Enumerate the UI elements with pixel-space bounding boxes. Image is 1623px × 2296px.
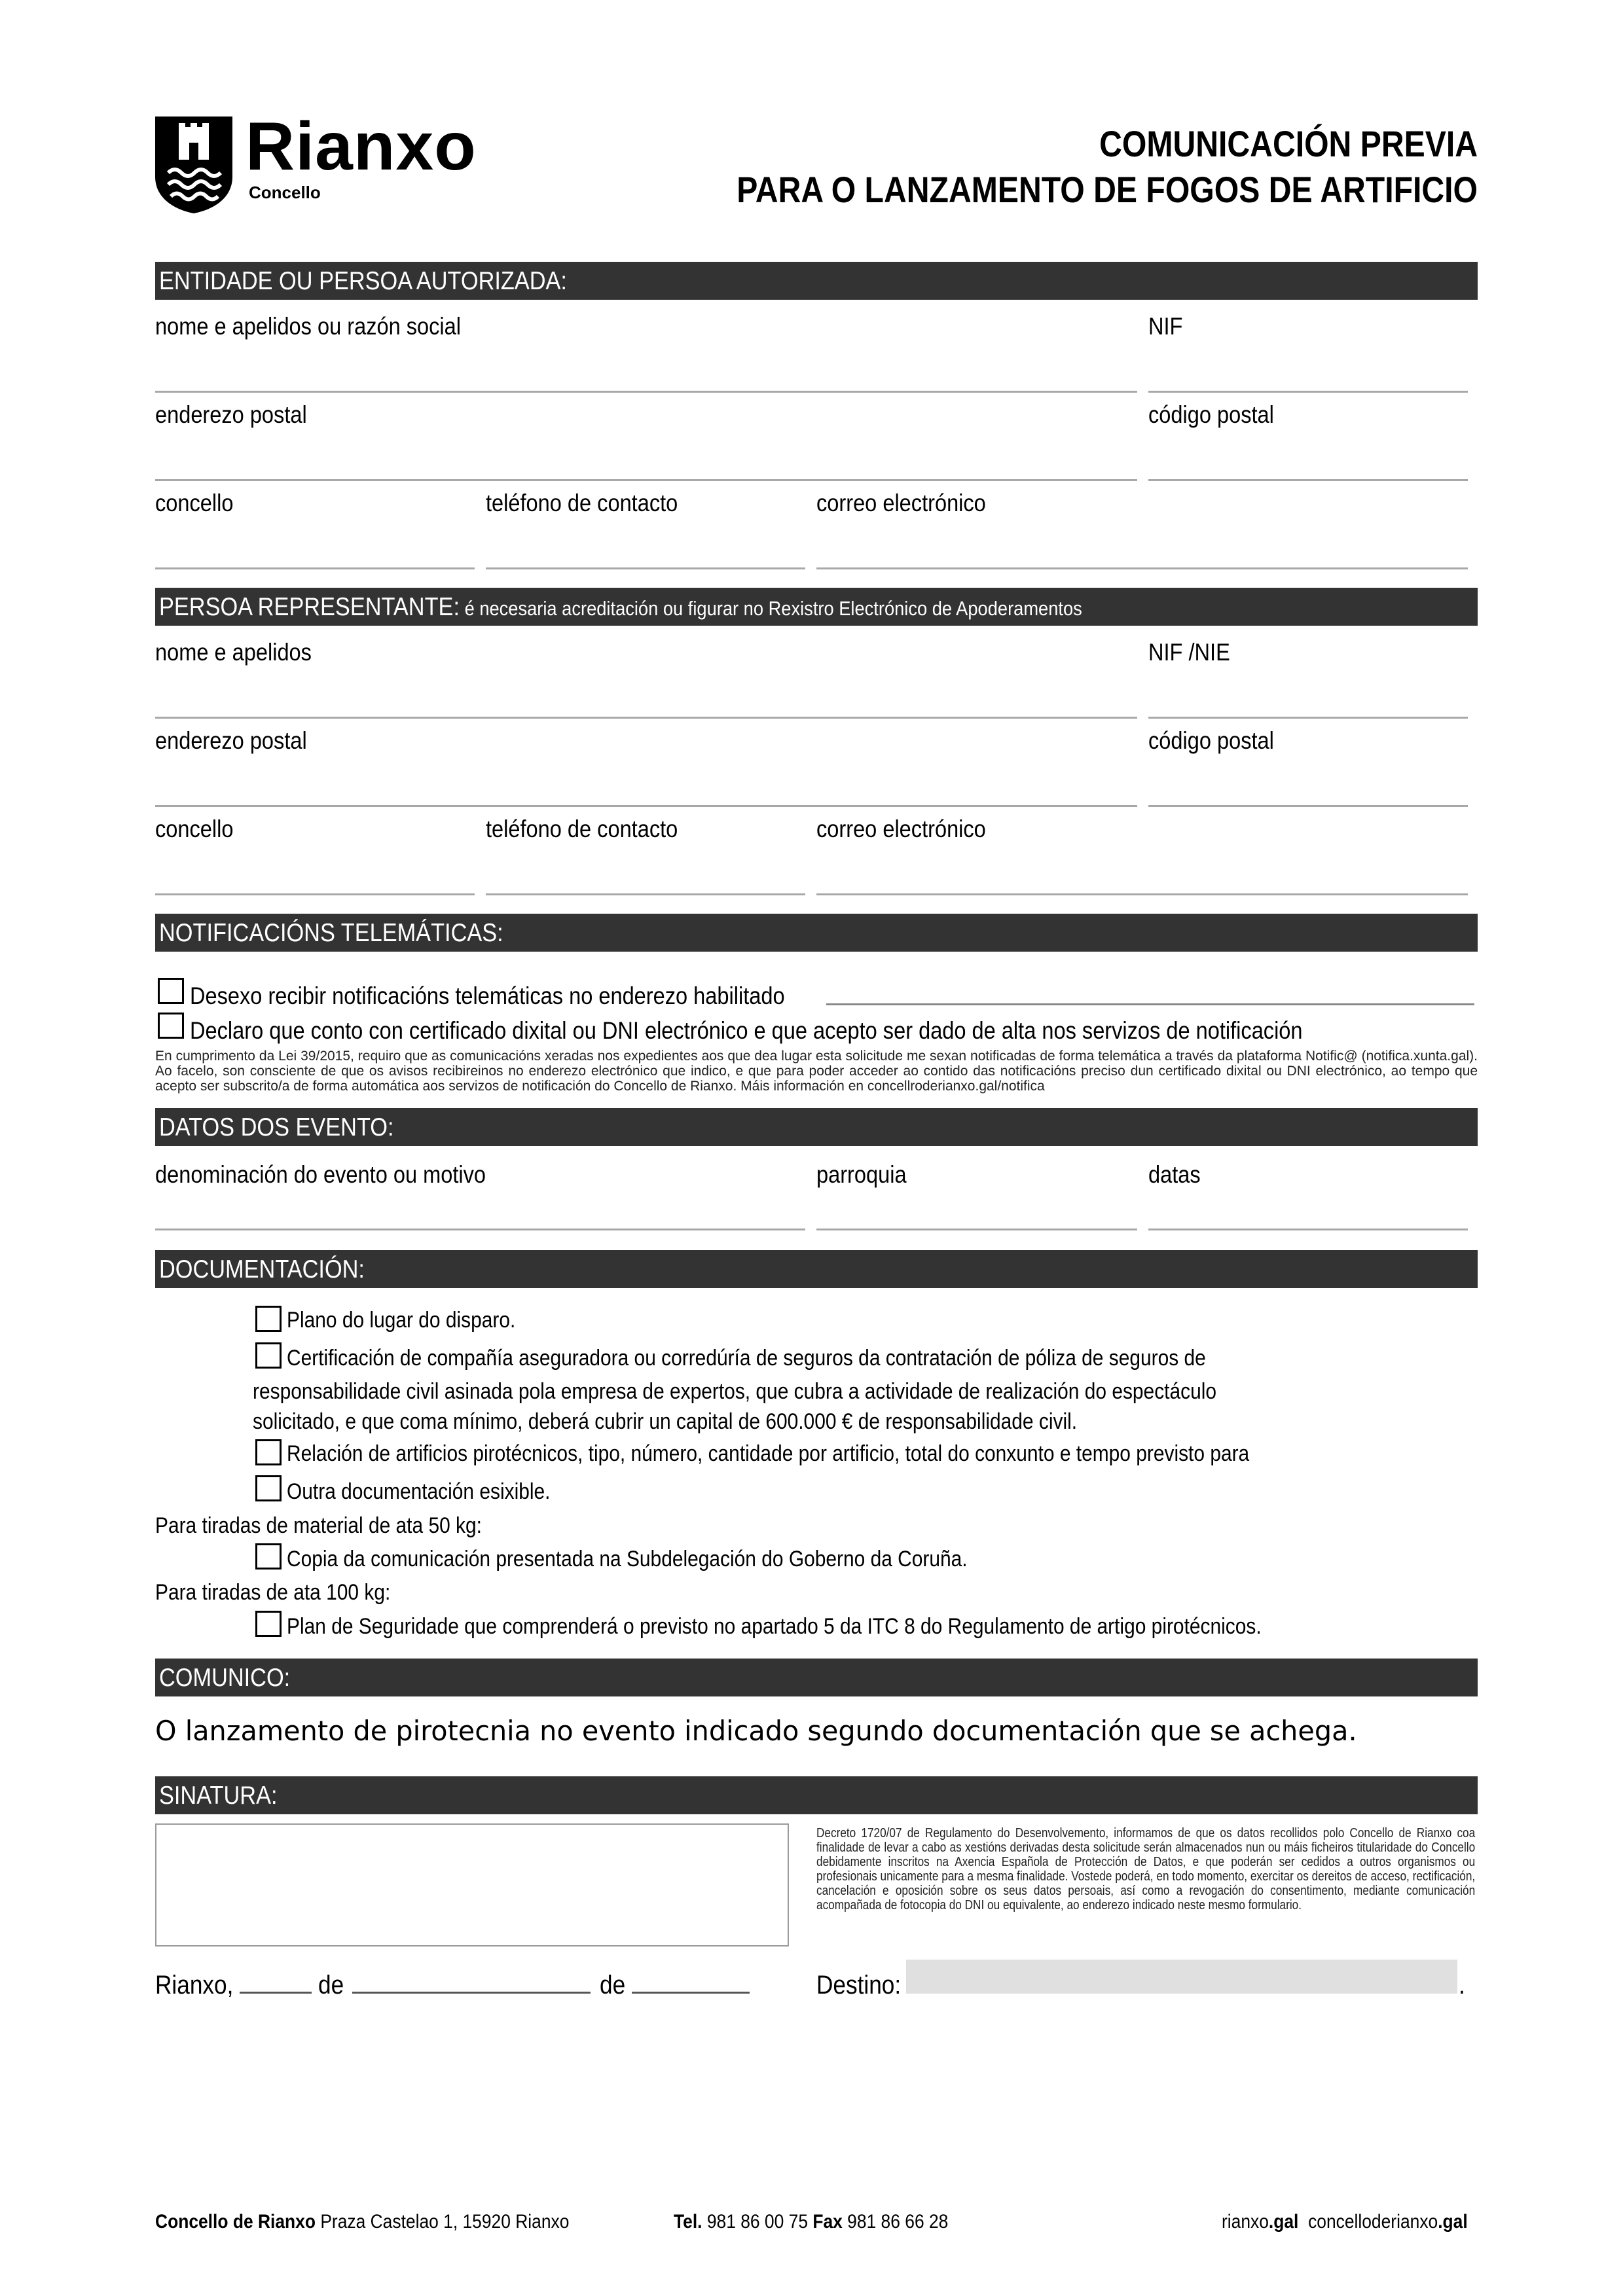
label-notificacions-option1: Desexo recibir notificacións telemáticas no enderezo habilitado (190, 982, 785, 1009)
label-representante-cp: código postal (1148, 727, 1274, 754)
label-entidade-nif: NIF (1148, 313, 1183, 340)
input-representante-enderezo[interactable] (155, 805, 1137, 807)
destino-end: . (1459, 1971, 1465, 2000)
label-evento-datas: datas (1148, 1161, 1201, 1188)
label-date-place: Rianxo, (155, 1971, 234, 2000)
input-representante-telefono[interactable] (486, 893, 805, 895)
section-header-comunico: COMUNICO: (155, 1659, 1478, 1696)
section-header-documentacion: DOCUMENTACIÓN: (155, 1250, 1478, 1288)
logo (155, 109, 522, 215)
footer-contact: Tel. 981 86 00 75 Fax 981 86 66 28 (674, 2211, 949, 2233)
castle-shield-icon (155, 117, 232, 213)
logo-name: Rianxo (246, 109, 477, 185)
input-notificacions-enderezo[interactable] (826, 1003, 1474, 1005)
page-title-line2: PARA O LANZAMENTO DE FOGOS DE ARTIFICIO (737, 169, 1478, 210)
select-destino[interactable] (906, 1960, 1457, 1994)
label-doc-outra: Outra documentación esixible. (287, 1479, 551, 1504)
input-evento-parroquia[interactable] (816, 1229, 1137, 1230)
label-destino: Destino: (816, 1971, 902, 2000)
label-representante-enderezo: enderezo postal (155, 727, 307, 754)
input-evento-datas[interactable] (1148, 1229, 1468, 1230)
input-representante-nif[interactable] (1148, 717, 1468, 719)
page-title-line1: COMUNICACIÓN PREVIA (1099, 123, 1478, 164)
input-entidade-nome[interactable] (155, 391, 1137, 393)
comunico-text: O lanzamento de pirotecnia no evento indicado segundo documentación que se achega. (155, 1715, 1357, 1747)
label-entidade-concello: concello (155, 490, 234, 516)
input-entidade-correo[interactable] (816, 567, 1468, 569)
label-doc-seguro-line3: solicitado, e que coma mínimo, deberá cubrir un capital de 600.000 € de responsabilidade civil. (253, 1409, 1078, 1434)
checkbox-notificacions-enderezo[interactable] (158, 978, 184, 1004)
footer-address: Concello de Rianxo Praza Castelao 1, 15920 Rianxo (155, 2211, 570, 2233)
section-header-notificacions: NOTIFICACIÓNS TELEMÁTICAS: (155, 914, 1478, 952)
label-doc-seguro-line1: Certificación de compañía aseguradora ou corredúría de seguros da contratación de póliza de seguros de (287, 1346, 1206, 1371)
footer-link-rianxo[interactable]: rianxo.gal (1222, 2211, 1299, 2233)
checkbox-doc-copia[interactable] (255, 1543, 282, 1570)
input-entidade-nif[interactable] (1148, 391, 1468, 393)
checkbox-doc-plano[interactable] (255, 1306, 282, 1332)
label-doc-copia: Copia da comunicación presentada na Subdelegación do Goberno da Coruña. (287, 1547, 968, 1571)
checkbox-notificacions-certificado[interactable] (158, 1013, 184, 1039)
section-header-evento: DATOS DOS EVENTO: (155, 1108, 1478, 1146)
notificacions-legal-text: En cumprimento da Lei 39/2015, requiro que as comunicacións xeradas nos expedientes aos que dea lugar esta solicitude me sexan notificadas de forma telemática a través da plataforma Notific@ (notifica.xunta.gal). Ao facelo, son consciente de que os avisos recibireinos no enderezo electrónico que indico, e que para poder acceder ao contido das notificacións preciso dun certificado dixital ou DNI electrónico, ao tempo que acepto ser subscrito/a de forma automática aos servizos de notificación do Concello de Rianxo. Máis información en concellroderianxo.gal/notifica (155, 1049, 1478, 1094)
section-header-entidade: ENTIDADE OU PERSOA AUTORIZADA: (155, 262, 1478, 300)
label-entidade-nome: nome e apelidos ou razón social (155, 313, 461, 340)
checkbox-doc-seguro[interactable] (255, 1342, 282, 1369)
label-evento-denominacion: denominación do evento ou motivo (155, 1161, 486, 1188)
section-header-representante: PERSOA REPRESENTANTE: é necesaria acreditación ou figurar no Rexistro Electrónico de Apoderamentos (155, 588, 1478, 626)
checkbox-doc-outra[interactable] (255, 1475, 282, 1501)
input-date-day[interactable] (240, 1992, 312, 1994)
label-doc-plan: Plan de Seguridade que comprenderá o previsto no apartado 5 da ITC 8 do Regulamento de artigo pirotécnicos. (287, 1614, 1262, 1639)
checkbox-doc-plan[interactable] (255, 1611, 282, 1637)
label-entidade-cp: código postal (1148, 401, 1274, 428)
input-representante-nome[interactable] (155, 717, 1137, 719)
label-doc-artificios: Relación de artificios pirotécnicos, tipo, número, cantidade por artificio, total do conxunto e tempo previsto para (287, 1441, 1250, 1466)
label-representante-telefono: teléfono de contacto (486, 816, 678, 842)
label-entidade-enderezo: enderezo postal (155, 401, 307, 428)
signature-box[interactable] (155, 1823, 789, 1946)
input-entidade-telefono[interactable] (486, 567, 805, 569)
logo-sub: Concello (249, 183, 321, 202)
checkbox-doc-artificios[interactable] (255, 1439, 282, 1465)
input-representante-concello[interactable] (155, 893, 475, 895)
label-representante-nome: nome e apelidos (155, 639, 312, 666)
label-evento-parroquia: parroquia (816, 1161, 907, 1188)
input-representante-correo[interactable] (816, 893, 1468, 895)
label-entidade-telefono: teléfono de contacto (486, 490, 678, 516)
input-date-month[interactable] (352, 1992, 591, 1994)
input-evento-denominacion[interactable] (155, 1229, 805, 1230)
label-doc-seguro-line2: responsabilidade civil asinada pola empresa de expertos, que cubra a actividade de realización do espectáculo (253, 1379, 1217, 1404)
input-date-year[interactable] (632, 1992, 750, 1994)
footer-link-concello[interactable]: concelloderianxo.gal (1308, 2211, 1468, 2233)
section-header-sinatura: SINATURA: (155, 1776, 1478, 1814)
label-representante-correo: correo electrónico (816, 816, 986, 842)
label-representante-nif: NIF /NIE (1148, 639, 1230, 666)
label-date-de2: de (600, 1971, 626, 2000)
input-entidade-cp[interactable] (1148, 479, 1468, 481)
label-representante-concello: concello (155, 816, 234, 842)
label-doc-plano: Plano do lugar do disparo. (287, 1308, 516, 1333)
input-representante-cp[interactable] (1148, 805, 1468, 807)
label-notificacions-option2: Declaro que conto con certificado dixital ou DNI electrónico e que acepto ser dado de alta nos servizos de notificación (190, 1017, 1303, 1044)
label-doc-sub100: Para tiradas de ata 100 kg: (155, 1580, 391, 1605)
label-entidade-correo: correo electrónico (816, 490, 986, 516)
input-entidade-enderezo[interactable] (155, 479, 1137, 481)
input-entidade-concello[interactable] (155, 567, 475, 569)
footer-web (1222, 2212, 1468, 2232)
label-doc-sub50: Para tiradas de material de ata 50 kg: (155, 1513, 482, 1538)
label-date-de1: de (318, 1971, 344, 2000)
sinatura-legal-text: Decreto 1720/07 de Regulamento do Desenvolvemento, informamos de que os datos recollidos polo Concello de Rianxo coa finalidade de levar a cabo as xestións derivadas desta solicitude serán almacenados nun ou máis ficheiros titularidade do Concello debidamente inscritos na Axencia Española de Protección de Datos, e que poderán ser cedidos a outros organismos ou profesionais unicamente para a mesma finalidade. Vostede poderá, en todo momento, exercitar os dereitos de acceso, rectificación, cancelación e oposición sobre os seus datos persoais, así como a revogación do consentimento, mediante comunicación acompañada de fotocopia do DNI ou equivalente, ao enderezo indicado neste mesmo formulario. (816, 1826, 1476, 1912)
